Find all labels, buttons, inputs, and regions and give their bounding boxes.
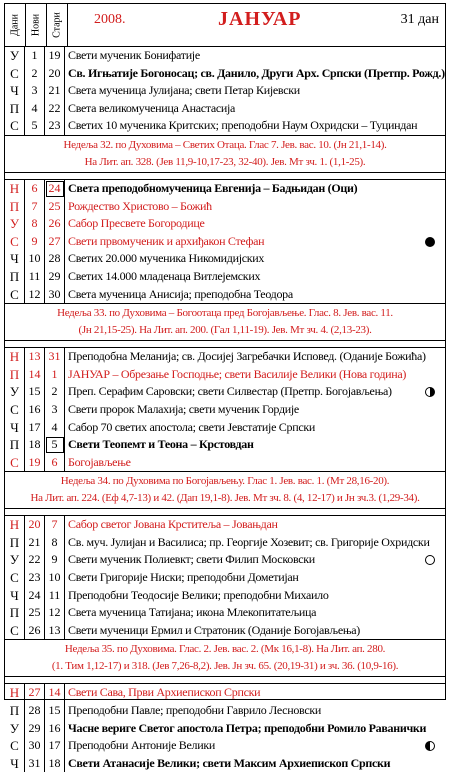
day-row: У 22 9 Свети мученик Полиевкт; свети Филип Московски [5,551,445,569]
day-row: Ч 17 4 Сабор 70 светих апостола; свети Јевстатије Српски [5,419,445,437]
month-title: ЈАНУАР [218,8,302,30]
day-row: П 14 1 ЈАНУАР – Обрезање Господње; свети Василије Велики (Нова година) [5,366,445,384]
day-row: С 23 10 Свети Григорије Ниски; преподобни Дометијан [5,569,445,587]
day-row: С 16 3 Свети пророк Малахија; свети мученик Гордије [5,401,445,419]
day-row: С 12 30 Света мученица Анисија; преподобна Теодора [5,286,445,304]
new-moon-icon [425,237,435,247]
day-row: П 21 8 Св. муч. Јулијан и Василиса; пр. Георгије Хозевит; св. Григорије Охридски [5,534,445,552]
liturgy-note: Недеља 35. по Духовима. Глас. 2. Јев. вас. 2. (Мк 16,1-8). На Лит. ап. 280. (1. Тим 1,12-17) и 318. (Јев 7,26-8,2). Јев. Јн зч. 65. (20,19-31) и зч. 36. (10,9-16). [5,640,445,677]
calendar-page [4,3,446,771]
week-2 [5,180,445,304]
column-header-days: Дани [5,4,26,46]
day-row: П 4 22 Света великомученица Анастасија [5,100,445,118]
day-row: П 25 12 Света мученица Татијана; икона Млекопитатељица [5,604,445,622]
week-4 [5,516,445,640]
week-5 [5,684,445,772]
day-row: У 8 26 Сабор Пресвете Богородице [5,215,445,233]
first-quarter-moon-icon [425,387,435,397]
day-row: П 11 29 Светих 14.000 младенаца Витлејемских [5,268,445,286]
last-quarter-moon-icon [425,741,435,751]
week-3 [5,348,445,472]
day-row: С 19 6 Богојављење [5,454,445,472]
day-row: П 7 25 Рождество Христово – Божић [5,198,445,216]
day-row: Н 20 7 Сабор светог Јована Крститеља – Јовањдан [5,516,445,534]
day-row: П 18 5 Свети Теопемт и Теона – Крстовдан [5,436,445,454]
column-header-old: Стари [47,4,68,46]
days-count: 31 дан [400,12,439,27]
day-row: Ч 24 11 Преподобни Теодосије Велики; преподобни Михаило [5,587,445,605]
day-row: У 1 19 Свети мученик Бонифатије [5,47,445,65]
full-moon-icon [425,555,435,565]
day-row: Ч 31 18 Свети Атанасије Велики; свети Максим Архиепископ Српски [5,755,445,772]
day-row: С 5 23 Светих 10 мученика Критских; преподобни Наум Охридски – Туциндан [5,117,445,135]
day-row: У 29 16 Часне вериге Светог апостола Петра; преподобни Ромило Раванички [5,720,445,738]
day-row: С 30 17 Преподобни Антоније Велики [5,737,445,755]
day-row: С 9 27 Свети првомученик и архиђакон Стефан [5,233,445,251]
day-row: С 26 13 Свети мученици Ермил и Стратоник (Оданије Богојављења) [5,622,445,640]
day-row: Н 13 31 Преподобна Меланија; св. Досиjеј Загребачки Исповед. (Оданије Божића) [5,348,445,366]
day-row: С 2 20 Св. Игњатије Богоносац; св. Данило, Други Арх. Српски (Претпр. Рожд.) [5,65,445,83]
day-row: Н 27 14 Свети Сава, Први Архиепископ Српски [5,684,445,702]
liturgy-note: Недеља 33. по Духовима – Богоотаца пред Богојављење. Глас. 8. Јев. вас. 11. (Jн 21,15-25). На Лит. ап. 200. (Гал 1,11-19). Јев. Мт зч. 4. (2,13-23). [5,304,445,341]
column-header-new: Нови [26,4,47,46]
week-1 [5,47,445,136]
year: 2008. [94,12,126,27]
day-row: П 28 15 Преподобни Павле; преподобни Гаврило Лесновски [5,702,445,720]
calendar-header [5,4,445,47]
liturgy-note: Недеља 34. по Духовима по Богојављењу. Глас 1. Јев. вас. 1. (Мт 28,16-20). На Лит. ап. 224. (Еф 4,7-13) и 42. (Дап 19,1-8). Јев. Мт зч. 8. (4, 12-17) и Јн зч.3. (1,29-34). [5,472,445,509]
liturgy-note: Недеља 32. по Духовима – Светих Отаца. Глас 7. Јев. вас. 10. (Jн 21,1-14). На Лит. ап. 328. (Јев 11,9-10,17-23, 32-40). Јев. Мт зч. 1. (1,1-25). [5,136,445,173]
day-row: У 15 2 Преп. Серафим Саровски; свети Силвестар (Претпр. Богојављења) [5,383,445,401]
day-row: Ч 3 21 Света мученица Јулијана; свети Петар Кијевски [5,82,445,100]
day-row: Ч 10 28 Светих 20.000 мученика Никомидијских [5,250,445,268]
day-row: Н 6 24 Света преподобномученица Евгенија – Бадњидан (Оци) [5,180,445,198]
